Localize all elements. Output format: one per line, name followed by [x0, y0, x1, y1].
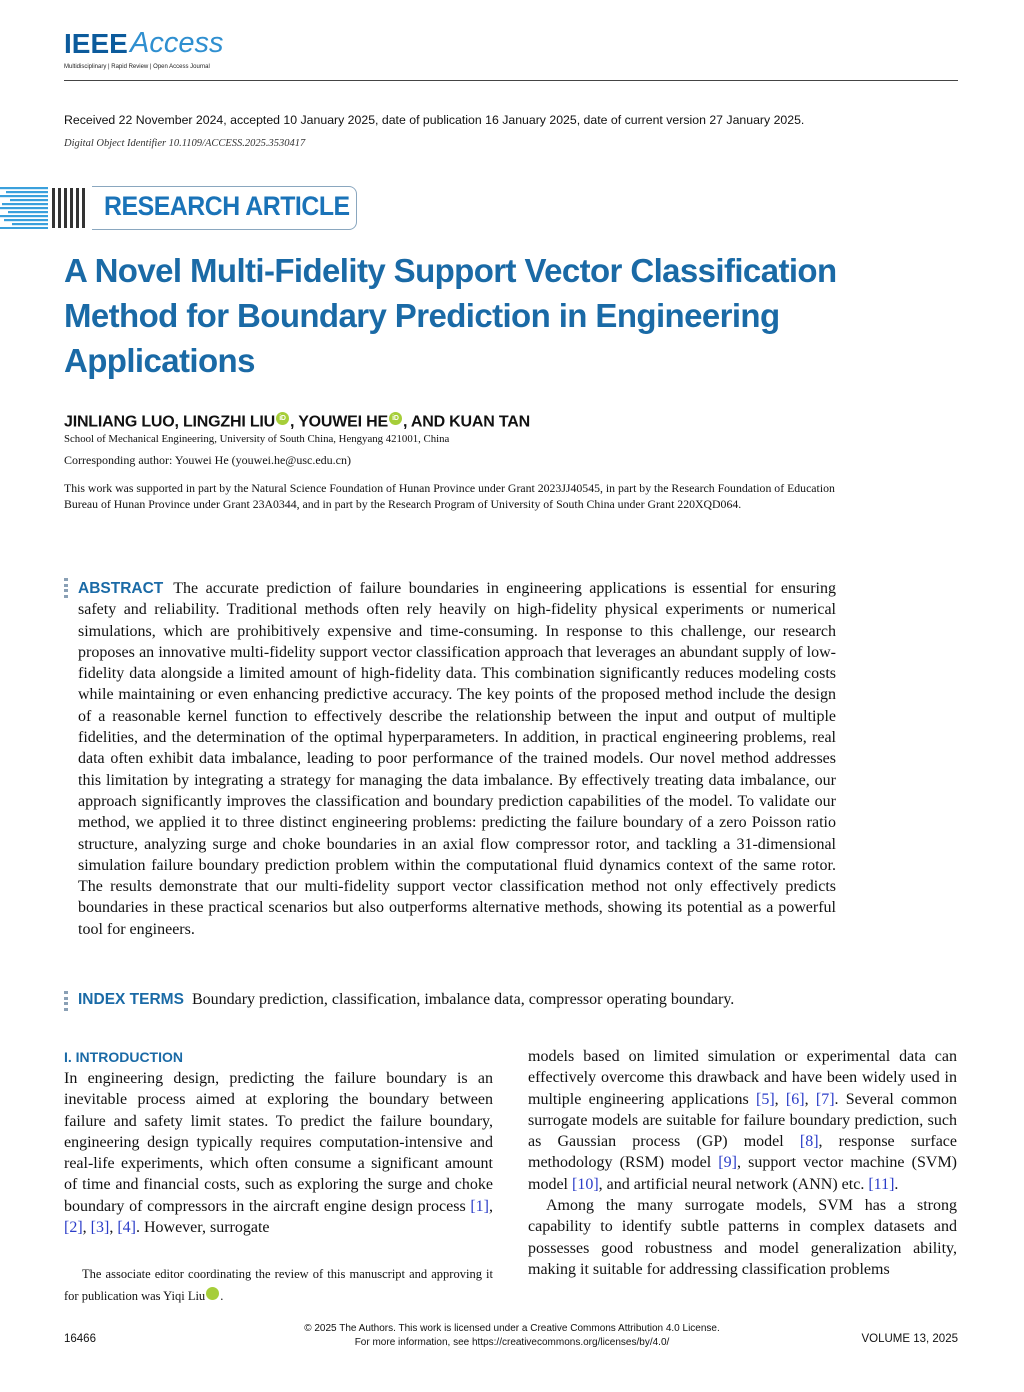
citation-link[interactable]: [9] [718, 1154, 737, 1172]
header-rule [64, 80, 958, 81]
funding-statement: This work was supported in part by the Natural Science Foundation of Hunan Province under Grant 2023JJ40545, in part by the Research Foundation of Education Bureau of Hunan Province under Grant 23A0344, and in part by the Research Program of University of South China under Grant 220XQD064. [64, 481, 835, 511]
intro-text: . Several common surrogate models are suitable for failure boundary prediction, such as Gaussian process (GP) model [528, 1090, 958, 1151]
index-terms [78, 991, 898, 1009]
intro-paragraph-2: Among the many surrogate models, SVM has a strong capability to identify subtle patterns in complex datasets and possesses good robustness and model generalization ability, making it suitable for addressing classification problems [528, 1197, 957, 1278]
intro-text: . [894, 1175, 899, 1193]
citation-link[interactable]: [11] [868, 1175, 895, 1193]
authors-part-3: , AND KUAN TAN [402, 413, 530, 431]
abstract-heading: ABSTRACT [78, 580, 164, 597]
citation-link[interactable]: [2] [64, 1219, 83, 1237]
corresponding-author: Corresponding author: Youwei He (youwei.he@usc.edu.cn) [64, 453, 351, 467]
authors-part-2: , YOUWEI HE [290, 413, 388, 431]
intro-column-1: In engineering design, predicting the failure boundary is an inevitable process aimed at exploring the boundary between failure and safety limit states. To predict the failure boundary, engineering design typically requires computation-intensive and real-life experiments, which often consume a significant amount of time and financial costs, such as exploring the surge and choke boundary of compressors in the aircraft engine design process [1], [2], [3], [4]. However, surrogate [64, 1070, 493, 1237]
license-line-2[interactable]: For more information, see https://creativecommons.org/licenses/by/4.0/ [354, 1337, 670, 1348]
index-terms-marker [64, 991, 68, 1013]
paper-title: A Novel Multi-Fidelity Support Vector Classification Method for Boundary Prediction in Engineering Applications [64, 252, 837, 379]
citation-link[interactable]: [6] [785, 1090, 805, 1108]
logo-tagline: Multidisciplinary | Rapid Review | Open Access Journal [64, 64, 210, 70]
intro-column-2: models based on limited simulation or experimental data can effectively overcome this drawback and have been widely used in multiple engineering applications [5], [6], [7]. Several common surrogate models are suitable for failure boundary prediction, such as Gaussian process (GP) model [8], response surface methodology (RSM) model [9], support vector machine (SVM) model [10], and artificial neural network (ANN) etc. [11]. Among the many surrogate models, SVM has a strong capability to identify subtle patterns in complex datasets and possesses good robustness and model generalization ability, making it suitable for addressing classification problems [528, 1046, 957, 1280]
orcid-icon[interactable]: iD [389, 412, 402, 425]
logo-access: Access [130, 27, 224, 59]
intro-text: , support vector machine (SVM) model [528, 1154, 957, 1193]
abstract [78, 578, 836, 940]
footnote-text: The associate editor coordinating the review of this manuscript and approving it for publication was Yiqi Liu [64, 1267, 493, 1303]
citation-link[interactable]: [5] [755, 1090, 775, 1108]
page-number: 16466 [64, 1333, 96, 1345]
banner-stripes [0, 186, 48, 230]
authors-part-1: JINLIANG LUO, LINGZHI LIU [64, 413, 275, 431]
citation-link[interactable]: [1] [470, 1197, 489, 1215]
intro-text: In engineering design, predicting the failure boundary is an inevitable process aimed at exploring the boundary between failure and safety limit states. To predict the failure boundary, engineering design typically requires computation-intensive and real-life experiments, which often consume a significant amount of time and financial costs, such as exploring the surge and choke boundary of compressors in the aircraft engine design process [64, 1070, 493, 1215]
ieee-access-logo [64, 28, 264, 72]
volume-info: VOLUME 13, 2025 [861, 1333, 958, 1345]
intro-text: . However, surrogate [135, 1219, 270, 1237]
intro-text: , and artificial neural network (ANN) etc. [598, 1175, 869, 1193]
doi: Digital Object Identifier 10.1109/ACCESS.2025.3530417 [64, 138, 306, 149]
editor-footnote [64, 1263, 493, 1307]
author-list [64, 412, 530, 431]
citation-link[interactable]: [8] [799, 1133, 819, 1151]
index-terms-text: Boundary prediction, classification, imbalance data, compressor operating boundary. [191, 991, 735, 1008]
orcid-icon[interactable]: iD [276, 412, 289, 425]
citation-link[interactable]: [7] [815, 1090, 835, 1108]
abstract-marker [64, 578, 68, 600]
license-line-1: © 2025 The Authors. This work is licensed under a Creative Commons Attribution 4.0 License. [304, 1323, 720, 1334]
intro-text: , response surface methodology (RSM) model [528, 1133, 957, 1172]
logo-ieee: IEEE [64, 28, 128, 59]
affiliation: School of Mechanical Engineering, University of South China, Hengyang 421001, China [64, 433, 450, 445]
index-terms-heading: INDEX TERMS [78, 991, 184, 1008]
article-type-label: RESEARCH ARTICLE [104, 191, 350, 221]
citation-link[interactable]: [3] [90, 1219, 110, 1237]
received-dates: Received 22 November 2024, accepted 10 January 2025, date of publication 16 January 2025, date of current version 27 January 2025. [64, 113, 805, 127]
orcid-icon[interactable]: iD [206, 1287, 219, 1300]
citation-link[interactable]: [4] [117, 1219, 136, 1237]
banner-bars [50, 188, 92, 228]
citation-link[interactable]: [10] [572, 1175, 599, 1193]
abstract-text: The accurate prediction of failure boundaries in engineering applications is essential for ensuring safety and reliability. Traditional methods often rely heavily on high-fidelity physical experiments or numerical simulations, which are prohibitively expensive and time-consuming. In response to this challenge, our research proposes an innovative multi-fidelity support vector classification approach that leverages an abundant supply of low-fidelity data alongside a limited amount of high-fidelity data. This combination significantly reduces modeling costs while maintaining or even enhancing predictive accuracy. The key points of the proposed method include the design of a reasonable kernel function to effectively describe the relationship between the input and output of multiple fidelities, and the determination of the optimal hyperparameters. In addition, in practical engineering problems, real data often exhibit data imbalance, leading to poor performance of the trained models. Our novel method addresses this limitation by integrating a strategy for managing the data imbalance. By effectively treating data imbalance, our approach significantly improves the classification and boundary prediction capabilities of the model. To validate our method, we applied it to three distinct engineering problems: predicting the failure boundary of a zero Poisson ratio structure, analyzing surge and choke boundaries in an axial flow compressor rotor, and tackling a 31-dimensional simulation failure boundary prediction problem within the computational fluid dynamics context of the same rotor. The results demonstrate that our multi-fidelity support vector classification method not only effectively predicts boundaries in these practical scenarios but also outperforms alternative methods, showing its potential as a powerful tool for engineers. [78, 580, 836, 938]
intro-text: models based on limited simulation or experimental data can effectively overcome this drawback and have been widely used in multiple engineering applications [528, 1048, 957, 1108]
footnote-end: . [220, 1289, 224, 1303]
section-heading-introduction: I. INTRODUCTION [64, 1049, 183, 1065]
